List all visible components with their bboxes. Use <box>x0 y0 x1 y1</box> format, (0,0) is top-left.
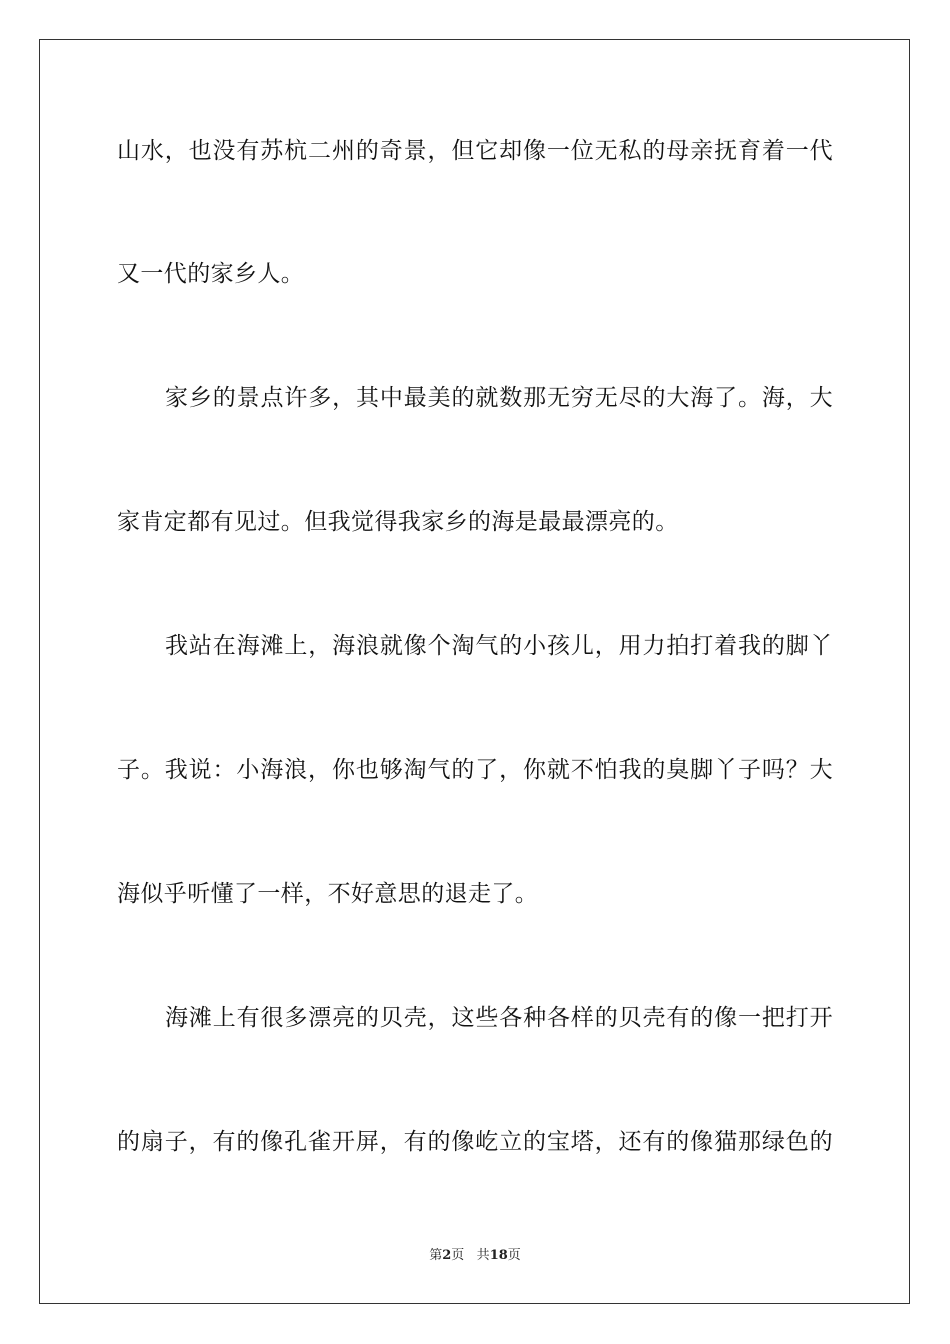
page-prefix: 第 <box>429 1248 443 1263</box>
page-suffix: 页 <box>451 1248 465 1263</box>
text-line-6: 子。我说：小海浪，你也够淘气的了，你就不怕我的臭脚丫子吗？大 <box>117 757 833 783</box>
text-line-1: 山水，也没有苏杭二州的奇景，但它却像一位无私的母亲抚育着一代 <box>117 138 833 164</box>
page-number: 2 <box>442 1248 452 1263</box>
total-pages: 18 <box>489 1248 508 1263</box>
text-line-2: 又一代的家乡人。 <box>117 261 305 287</box>
total-prefix: 共 <box>476 1248 490 1263</box>
text-line-4: 家肯定都有见过。但我觉得我家乡的海是最最漂亮的。 <box>117 509 679 535</box>
text-line-7: 海似乎听懂了一样，不好意思的退走了。 <box>117 881 539 907</box>
total-suffix: 页 <box>507 1248 521 1263</box>
page-footer <box>0 1247 950 1265</box>
page-border <box>39 39 910 1304</box>
text-line-9: 的扇子，有的像孔雀开屏，有的像屹立的宝塔，还有的像猫那绿色的 <box>117 1129 833 1155</box>
text-line-5: 我站在海滩上，海浪就像个淘气的小孩儿，用力拍打着我的脚丫 <box>165 633 833 659</box>
text-line-3: 家乡的景点许多，其中最美的就数那无穷无尽的大海了。海，大 <box>165 385 833 411</box>
text-line-8: 海滩上有很多漂亮的贝壳，这些各种各样的贝壳有的像一把打开 <box>165 1005 833 1031</box>
